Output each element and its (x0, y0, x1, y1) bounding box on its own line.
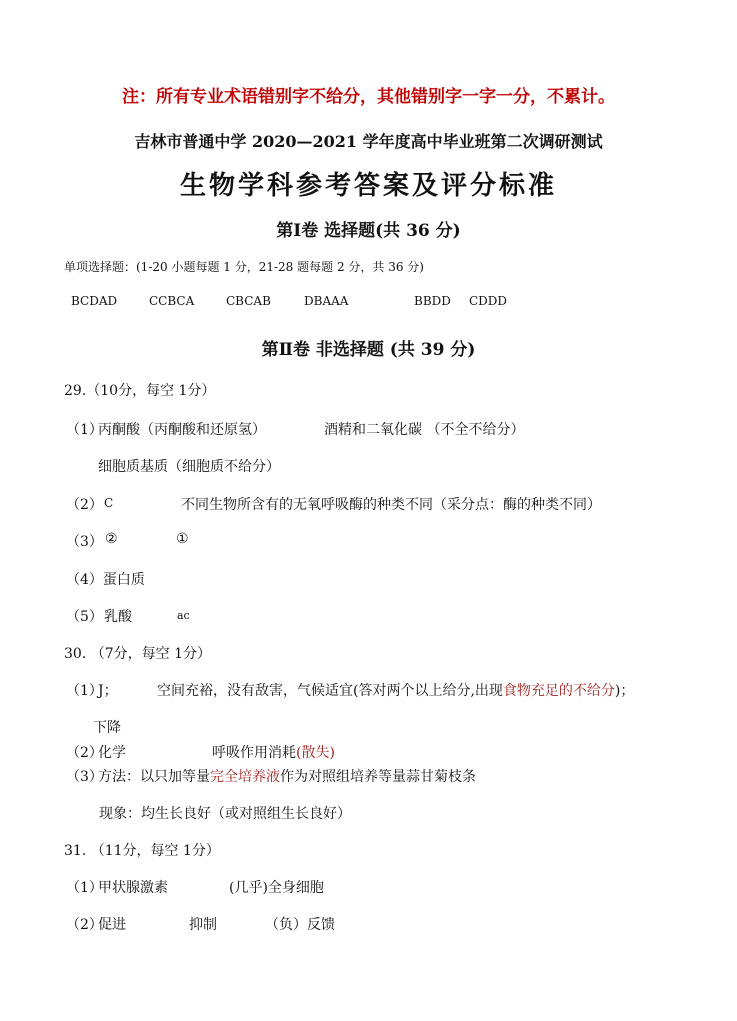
document-title: 生物学科参考答案及评分标准 (179, 171, 557, 201)
q31-a1-label: （1） (66, 880, 103, 896)
q30-a1-answer2-part1: 空间充裕，没有敌害，气候适宜(答对两个以上给分,出现 (157, 683, 503, 699)
q30-a1-answer1: J； (98, 683, 118, 699)
part2-heading: 第Ⅱ卷 非选择题 (共 39 分) (261, 340, 476, 360)
answer-group: BCDAD (71, 294, 118, 308)
q31-a1-answer1: 甲状腺激素 (98, 880, 168, 896)
q30-a2-highlight: (散失) (296, 745, 335, 761)
q29-a1-answer3: 细胞质基质（细胞质不给分） (98, 459, 280, 475)
q31-title: 31. （11分，每空 1分） (64, 843, 220, 859)
q29-a2-answer2: 不同生物所含有的无氧呼吸酶的种类不同（采分点：酶的种类不同） (181, 497, 601, 513)
q30-a3-method-part3: 作为对照组培养等量蒜甘菊枝条 (280, 769, 476, 785)
part1-instruction: 单项选择题：(1-20 小题每题 1 分，21-28 题每题 2 分，共 36 分) (64, 260, 424, 274)
q30-a1-highlight: 食物充足的不给分 (502, 683, 615, 699)
q29-a5-answer1: 乳酸 (104, 609, 132, 625)
q29-a1-label: （1） (66, 422, 103, 438)
q29-a3-answer2: ① (176, 531, 189, 547)
q31-a2-answer1: 促进 (98, 917, 126, 933)
q29-a3-answer1: ② (105, 531, 118, 547)
q30-a1-answer2 (157, 680, 634, 700)
q30-a3-method (98, 766, 476, 786)
q29-a2-label: （2） (66, 497, 103, 513)
q29-a5-label: （5） (66, 609, 103, 625)
q30-a1-answer2-part3: )； (614, 683, 635, 699)
answer-group: DBAAA (304, 294, 349, 308)
q29-a4: （4）蛋白质 (66, 572, 145, 588)
q30-title: 30. （7分，每空 1分） (64, 646, 211, 662)
q30-a1-answer3: 下降 (93, 720, 121, 736)
q29-a3-label: （3） (66, 534, 103, 550)
q31-a2-answer3: （负）反馈 (265, 917, 335, 933)
q30-a2-answer2 (212, 742, 335, 762)
q29-a2-answer1: C (104, 496, 114, 510)
q29-a1-answer2: 酒精和二氧化碳 （不全不给分） (324, 422, 525, 438)
answer-group: CBCAB (226, 294, 271, 308)
q31-a1-answer2: (几乎)全身细胞 (229, 880, 324, 896)
q30-a2-answer1: 化学 (98, 745, 126, 761)
q30-a2-label: （2） (66, 745, 103, 761)
q30-a1-label: （1） (66, 683, 103, 699)
q29-a1-answer1: 丙酮酸（丙酮酸和还原氢） (98, 422, 266, 438)
q29-a5-answer2: ac (177, 609, 190, 622)
q31-a2-answer2: 抑制 (189, 917, 217, 933)
q29-title: 29.（10分，每空 1分） (64, 383, 216, 399)
q30-a2-answer2-part1: 呼吸作用消耗 (212, 745, 296, 761)
exam-title: 吉林市普通中学 2020—2021 学年度高中毕业班第二次调研测试 (134, 132, 603, 151)
q30-a3-phenomenon: 现象：均生长良好（或对照组生长良好） (99, 806, 351, 822)
q30-a3-label: （3） (66, 769, 103, 785)
answer-group: CDDD (469, 294, 508, 308)
q30-a3-method-part1: 方法：以只加等量 (98, 769, 210, 785)
part1-heading: 第Ⅰ卷 选择题(共 36 分) (276, 221, 461, 241)
grading-note: 注：所有专业术语错别字不给分，其他错别字一字一分，不累计。 (122, 87, 615, 107)
answer-group: CCBCA (149, 294, 195, 308)
q31-a2-label: （2） (66, 917, 103, 933)
q30-a3-highlight: 完全培养液 (210, 769, 280, 785)
answer-group: BBDD (414, 294, 451, 308)
